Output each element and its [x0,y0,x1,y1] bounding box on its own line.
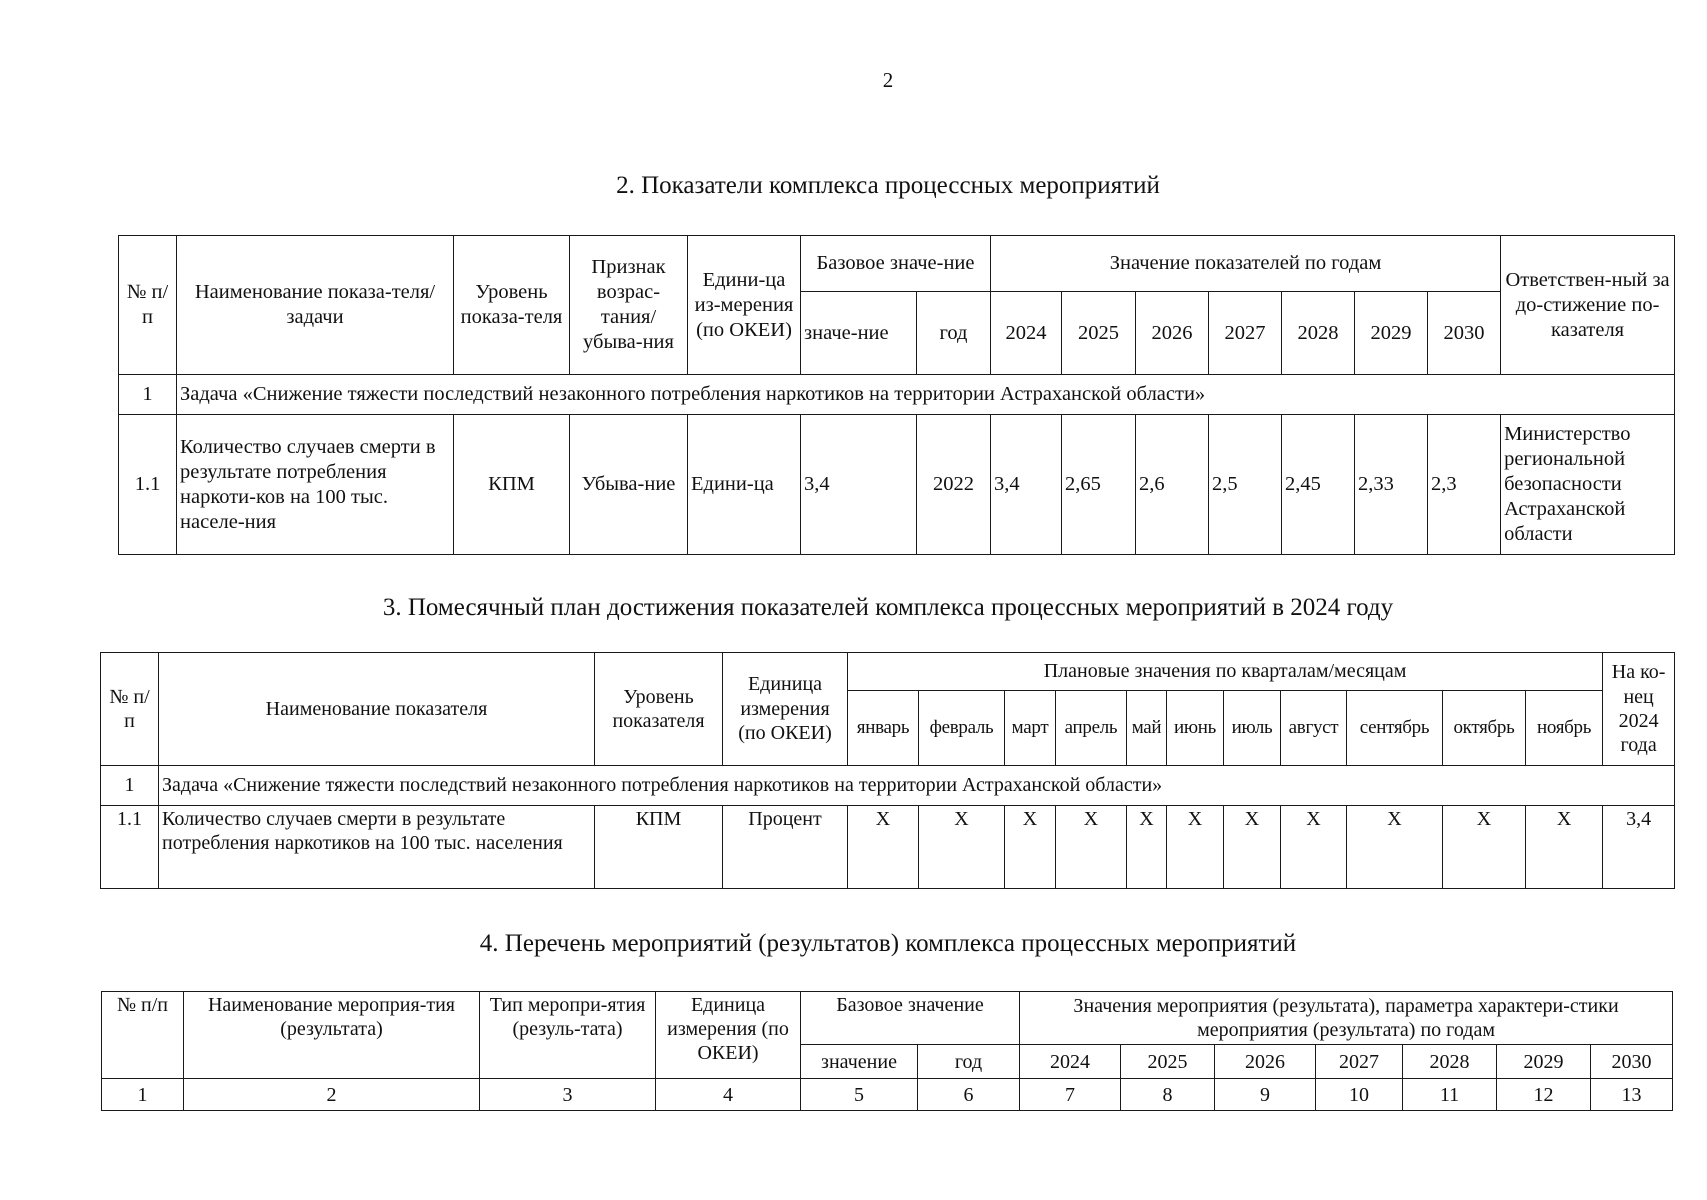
header-name: Наименование показателя [159,653,595,766]
row-month-value: X [1005,806,1056,889]
column-number: 1 [102,1079,184,1111]
section-4-title: 4. Перечень мероприятий (результатов) комплекса процессных мероприятий [479,930,1297,957]
header-month: октябрь [1443,691,1526,766]
row-value: 2,33 [1355,415,1428,555]
row-month-value: X [848,806,919,889]
column-numbers-row [102,1079,1673,1111]
row-name: Количество случаев смерти в результате потребления наркоти-ков на 100 тыс. населе-ния [177,415,454,555]
header-level: Уровень показа-теля [454,236,570,375]
row-unit: Процент [723,806,848,889]
row-month-value: X [1056,806,1127,889]
header-num: № п/п [101,653,159,766]
header-year-end: На ко-нец 2024 года [1603,653,1675,766]
header-base: Базовое значение [801,992,1020,1045]
header-name: Наименование мероприя-тия (результата) [184,992,480,1079]
header-year: 2028 [1403,1045,1497,1079]
header-years-group: Значение показателей по годам [991,236,1501,292]
column-number: 8 [1121,1079,1215,1111]
row-base-value: 3,4 [801,415,917,555]
column-number: 11 [1403,1079,1497,1111]
header-year: 2025 [1062,292,1136,375]
column-number: 10 [1316,1079,1403,1111]
header-base-year: год [917,292,991,375]
row-name: Количество случаев смерти в результате потребления наркотиков на 100 тыс. населения [159,806,595,889]
column-number: 3 [480,1079,656,1111]
task-text: Задача «Снижение тяжести последствий незаконного потребления наркотиков на территории Астраханской области» [159,766,1675,806]
header-year: 2028 [1282,292,1355,375]
column-number: 13 [1591,1079,1673,1111]
header-month: январь [848,691,919,766]
column-number: 2 [184,1079,480,1111]
row-num: 1.1 [119,415,177,555]
header-base-year: год [918,1045,1020,1079]
task-num: 1 [101,766,159,806]
header-year: 2024 [1020,1045,1121,1079]
row-month-value: X [1443,806,1526,889]
header-values-group: Значения мероприятия (результата), параметра характери-стики мероприятия (результата) по годам [1020,992,1673,1045]
column-number: 6 [918,1079,1020,1111]
header-plan: Плановые значения по кварталам/месяцам [848,653,1603,691]
header-month: март [1005,691,1056,766]
header-level: Уровень показателя [595,653,723,766]
header-base-value: значение [801,1045,918,1079]
row-month-value: X [1347,806,1443,889]
task-num: 1 [119,375,177,415]
column-number: 5 [801,1079,918,1111]
header-month: ноябрь [1526,691,1603,766]
header-num: № п/п [119,236,177,375]
header-year: 2027 [1209,292,1282,375]
header-name: Наименование показа-теля/задачи [177,236,454,375]
row-sign: Убыва-ние [570,415,688,555]
header-month: февраль [919,691,1005,766]
header-year: 2027 [1316,1045,1403,1079]
header-unit: Единица измерения (по ОКЕИ) [656,992,801,1079]
header-num: № п/п [102,992,184,1079]
table-row [119,415,1675,555]
header-unit: Единица измерения (по ОКЕИ) [723,653,848,766]
row-value: 2,6 [1136,415,1209,555]
row-month-value: X [1224,806,1281,889]
row-value: 3,4 [991,415,1062,555]
header-base: Базовое значе-ние [801,236,991,292]
monthly-plan-table [100,652,1675,889]
row-month-value: X [1127,806,1167,889]
row-responsible: Министерство региональной безопасности Астраханской области [1501,415,1675,555]
header-year: 2024 [991,292,1062,375]
row-month-value: X [919,806,1005,889]
header-month: июль [1224,691,1281,766]
header-month: август [1281,691,1347,766]
column-number: 4 [656,1079,801,1111]
row-base-year: 2022 [917,415,991,555]
header-month: апрель [1056,691,1127,766]
row-month-value: X [1167,806,1224,889]
header-month: июнь [1167,691,1224,766]
activities-table [101,991,1673,1111]
header-sign: Признак возрас-тания/ убыва-ния [570,236,688,375]
row-value: 2,45 [1282,415,1355,555]
header-year: 2026 [1136,292,1209,375]
column-number: 12 [1497,1079,1591,1111]
row-month-value: X [1281,806,1347,889]
column-number: 9 [1215,1079,1316,1111]
row-value: 2,5 [1209,415,1282,555]
header-year: 2029 [1497,1045,1591,1079]
header-type: Тип меропри-ятия (резуль-тата) [480,992,656,1079]
section-3-title: 3. Помесячный план достижения показателей комплекса процессных мероприятий в 2024 году [382,594,1394,621]
row-value: 2,3 [1428,415,1501,555]
header-unit: Едини-ца из-мерения (по ОКЕИ) [688,236,801,375]
header-responsible: Ответствен-ный за до-стижение по-казателя [1501,236,1675,375]
header-year: 2030 [1428,292,1501,375]
table-row [101,806,1675,889]
header-year: 2026 [1215,1045,1316,1079]
row-num: 1.1 [101,806,159,889]
column-number: 7 [1020,1079,1121,1111]
header-year: 2030 [1591,1045,1673,1079]
row-year-end-value: 3,4 [1603,806,1675,889]
task-text: Задача «Снижение тяжести последствий незаконного потребления наркотиков на территории Астраханской области» [177,375,1675,415]
row-unit: Едини-ца [688,415,801,555]
row-value: 2,65 [1062,415,1136,555]
header-month: май [1127,691,1167,766]
row-level: КПМ [454,415,570,555]
section-2-title: 2. Показатели комплекса процессных мероприятий [616,172,1160,199]
row-level: КПМ [595,806,723,889]
page-number: 2 [882,68,894,92]
header-base-value: значе-ние [801,292,917,375]
header-year: 2025 [1121,1045,1215,1079]
header-month: сентябрь [1347,691,1443,766]
header-year: 2029 [1355,292,1428,375]
row-month-value: X [1526,806,1603,889]
indicators-table [118,235,1675,555]
